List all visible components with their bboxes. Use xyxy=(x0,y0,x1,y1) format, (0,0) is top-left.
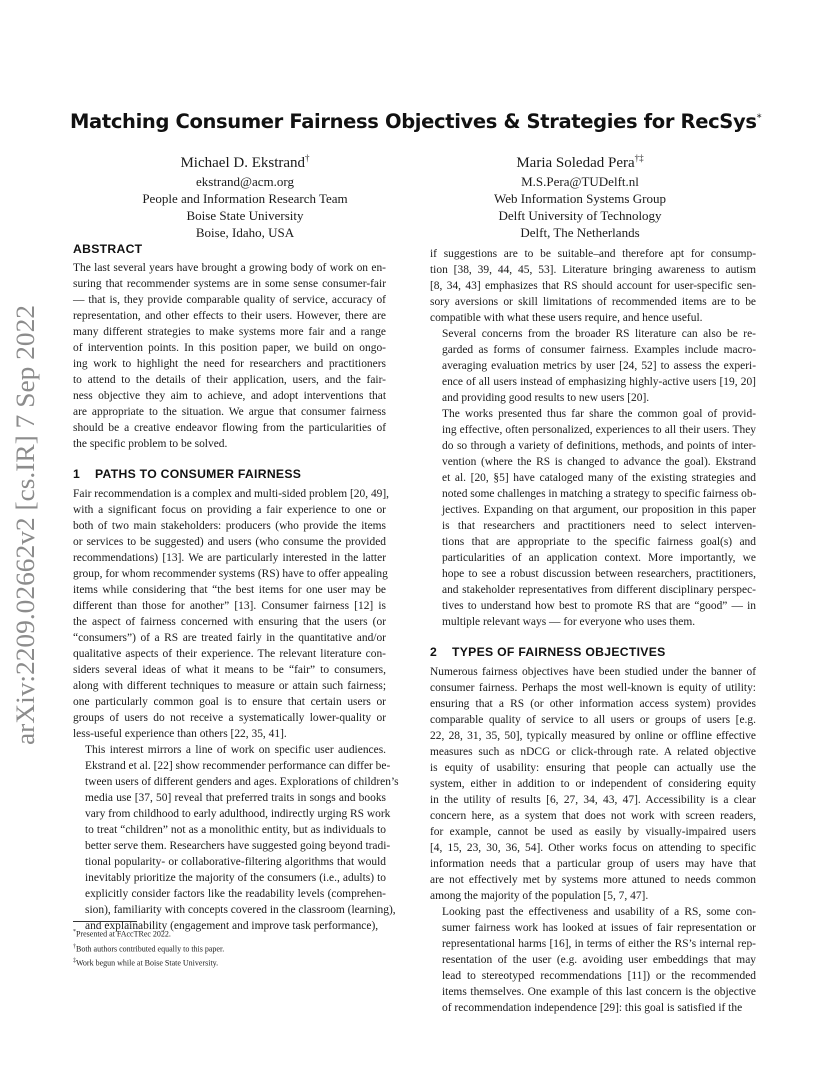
text-line: Ekstrand et al. [22] show recommender performance can differ be- xyxy=(85,760,391,772)
right-paragraph-3 xyxy=(430,406,756,630)
text-line: vary from childhood to early adulthood, indirectly urging RS work xyxy=(85,808,391,820)
footnote-mark: † xyxy=(73,943,76,950)
text-line: This interest mirrors a line of work on specific user audiences. xyxy=(85,744,386,756)
text-line: explicitly consider factors like the readability levels (comprehen- xyxy=(85,888,386,900)
text-line: averaging evaluation metrics by user [24, 52] to assess the experi- xyxy=(442,360,756,372)
text-line: among the majority of the population [5, 7, 47]. xyxy=(430,890,649,902)
section-1-paragraph-1 xyxy=(73,486,390,742)
author-dept: People and Information Research Team xyxy=(142,191,348,206)
text-line: ensuring that a RS (or other information access system) provides xyxy=(430,698,756,710)
text-line: less-useful experience than others [22, 35, 41]. xyxy=(73,728,287,740)
author-location: Delft, The Netherlands xyxy=(520,225,640,240)
text-line: representational harms [16], in terms of either the RS’s internal rep- xyxy=(442,938,756,950)
text-line: tion [38, 39, 44, 45, 53]. Literature bringing awareness to autism xyxy=(430,264,756,276)
abstract-heading: ABSTRACT xyxy=(73,242,143,256)
text-line: consumer fairness. Perhaps the most well-known is equity of utility: xyxy=(430,682,756,694)
text-line: — that is, they provide comparable quality of service, accuracy of xyxy=(73,294,386,306)
text-line: ness objective they aim to achieve, and adopt interventions that xyxy=(73,390,386,402)
arxiv-stamp xyxy=(4,300,44,750)
text-line: in the utility of results [6, 27, 34, 43, 47]. Accessibility is a clear xyxy=(430,794,756,806)
text-line: ence of all users instead of emphasizing highly-active users [19, 20] xyxy=(442,376,756,388)
text-line: Numerous fairness objectives have been studied under the banner of xyxy=(430,666,756,678)
right-column xyxy=(430,246,756,1016)
text-line: Several concerns from the broader RS literature can also be re- xyxy=(442,328,756,340)
text-line: is that researchers and practitioners need to select interven- xyxy=(442,520,756,532)
text-line: sory aversions or skill limitations of recommended items are to be xyxy=(430,296,756,308)
text-line: suring that recommender systems are in some sense consumer-fair xyxy=(73,278,386,290)
author-name xyxy=(110,148,380,173)
text-line: and providing good results to new users [20]. xyxy=(442,392,650,404)
text-line: jectives. Expanding on that argument, our proposition in this paper xyxy=(442,504,756,516)
section-2-paragraph-1 xyxy=(430,664,756,904)
text-line: should be a creative endeavor flowing from the particularities of xyxy=(73,422,386,434)
text-line: inevitably prioritize the majority of the consumers (i.e., adults) to xyxy=(85,872,386,884)
author-name xyxy=(445,148,715,173)
text-line: vention (where the RS is changed to advance the goal). Ekstrand xyxy=(442,456,756,468)
text-line: or services to be suggested) and users (who consume the provided xyxy=(73,536,386,548)
footnote-mark: * xyxy=(73,929,76,935)
text-line: to attend to the details of their application, users, and the fair- xyxy=(73,374,386,386)
text-line: Looking past the effectiveness and usability of a RS, some con- xyxy=(442,906,756,918)
footnote-text: Work begun while at Boise State University. xyxy=(76,958,219,968)
text-line: groups of users do not receive a systematically lower-quality or xyxy=(73,712,386,724)
text-line: noted some challenges in matching a strategy to specific fairness ob- xyxy=(442,488,757,500)
text-line: sumer fairness work has looked at issues of fair representation or xyxy=(442,922,756,934)
text-line: different than those for another” [13]. Consumer fairness [12] is xyxy=(73,600,386,612)
text-line: The last several years have brought a growing body of work on en- xyxy=(73,262,386,274)
footnote-3 xyxy=(73,955,386,970)
section-1-paragraph-2 xyxy=(73,742,399,934)
author-block-2 xyxy=(445,148,715,241)
text-line: media use [37, 50] reveal that preferred traits in songs and books xyxy=(85,792,386,804)
text-line: particularities of an application context. More importantly, we xyxy=(442,552,756,564)
text-line: multiple relevant ways — for everyone who uses them. xyxy=(442,616,696,628)
author-institution: Delft University of Technology xyxy=(498,208,662,223)
title-footnote-mark: * xyxy=(756,112,762,124)
text-line: tween users of different genders and ages. Explorations of children’s xyxy=(85,776,399,788)
section-2-heading xyxy=(430,645,756,659)
author-name-text: Maria Soledad Pera xyxy=(516,155,635,171)
author-footnote-mark: † xyxy=(305,153,310,163)
section-title: TYPES OF FAIRNESS OBJECTIVES xyxy=(452,645,666,659)
paper-title xyxy=(70,110,760,133)
text-line: is equity of usability: ensuring that people can actually use the xyxy=(430,762,756,774)
text-line: to treat “children” not as a monolithic entity, but as individuals to xyxy=(85,824,386,836)
text-line: siders several ideas of what it means to be “fair” to consumers, xyxy=(73,664,386,676)
text-line: compatible with what these users require, and hence useful. xyxy=(430,312,703,324)
right-paragraph-1 xyxy=(430,246,756,326)
footnote-text: Presented at FAccTRec 2022. xyxy=(76,929,171,939)
footnote-1 xyxy=(73,926,386,941)
text-line: Fair recommendation is a complex and multi-sided problem [20, 49], xyxy=(73,488,390,500)
text-line: the specific problem to be solved. xyxy=(73,438,228,450)
text-line: do so through a variety of definitions, methods, and points of inter- xyxy=(442,440,756,452)
text-line: [8, 34, 43] emphasizes that RS should account for user-specific sen- xyxy=(430,280,756,292)
footnote-text: Both authors contributed equally to this paper. xyxy=(76,944,225,954)
author-name-text: Michael D. Ekstrand xyxy=(180,155,306,171)
author-institution: Boise State University xyxy=(186,208,304,223)
text-line: sion), familiarity with concepts covered in the classroom (learning), xyxy=(85,904,396,916)
text-line: group, for whom recommender systems (RS) have to offer appealing xyxy=(73,568,388,580)
text-line: tional popularity- or collaborative-filtering algorithms that would xyxy=(85,856,386,868)
author-footnote-mark: †‡ xyxy=(634,153,644,163)
footnotes xyxy=(73,921,386,970)
author-block-1 xyxy=(110,148,380,241)
left-column xyxy=(73,242,399,934)
text-line: one particularly common goal is to ensure that certain users or xyxy=(73,696,386,708)
text-line: 22, 28, 31, 35, 50], typically measured by online or offline effective xyxy=(430,730,756,742)
text-line: for example, cannot be used as easily by visually-impaired users xyxy=(430,826,756,838)
arxiv-stamp-text: arXiv:2209.02662v2 [cs.IR] 7 Sep 2022 xyxy=(11,327,40,745)
author-dept: Web Information Systems Group xyxy=(494,191,666,206)
text-line: lead to stereotyped recommendations [11]) or the recommended xyxy=(442,970,756,982)
text-line: and explainability (engagement and improve task performance), xyxy=(85,920,379,932)
text-line: are not effectively met by systems more attuned to needs common xyxy=(430,874,756,886)
text-line: recommendations) [13]. We are particularly interested in the latter xyxy=(73,552,386,564)
text-line: information needs that a particular group of users may have that xyxy=(430,858,756,870)
text-line: system, either in addition to or independent of considering equity xyxy=(430,778,756,790)
author-email: ekstrand@acm.org xyxy=(195,174,294,189)
section-1-heading xyxy=(73,467,386,481)
section-number: 1 xyxy=(73,467,81,481)
text-line: with a significant focus on providing a fair experience to one or xyxy=(73,504,386,516)
text-line: are appropriate to the situation. We argue that consumer fairness xyxy=(73,406,386,418)
text-line: of intervention points. In this position paper, we build on ongo- xyxy=(73,342,386,354)
text-line: better serve them. Researchers have suggested going beyond tradi- xyxy=(85,840,391,852)
text-line: items themselves. One example of this last concern is the objective xyxy=(442,986,756,998)
footnote-rule xyxy=(73,921,137,922)
text-line: ing work to highlight the need for researchers and practitioners xyxy=(73,358,386,370)
section-2-paragraph-2 xyxy=(430,904,756,1016)
text-line: concern here, as a system that does not work with screen readers, xyxy=(430,810,756,822)
text-line: measures such as nDCG or click-through rate. A related objective xyxy=(430,746,756,758)
text-line: along with different techniques to measure or attain such fairness; xyxy=(73,680,386,692)
footnote-mark: ‡ xyxy=(73,958,76,965)
text-line: ing effective, often personalized, experiences to all their users. They xyxy=(442,424,756,436)
text-line: of recommendation independence [29]: this goal is satisfied if the xyxy=(442,1002,743,1014)
text-line: comparable quality of service to all users or groups of users [e.g. xyxy=(430,714,756,726)
footnote-2 xyxy=(73,941,386,956)
abstract-paragraph xyxy=(73,260,386,452)
text-line: the aspect of fairness concerned with ensuring that the users (or xyxy=(73,616,386,628)
text-line: if suggestions are to be suitable–and therefore apt for consump- xyxy=(430,248,756,260)
text-line: “consumers”) of a RS are treated fairly in the quantitative and/or xyxy=(73,632,386,644)
paper-title-text: Matching Consumer Fairness Objectives & Strategies for RecSys xyxy=(70,110,757,133)
text-line: [4, 15, 23, 30, 36, 54]. Other works focus on attending to specific xyxy=(430,842,756,854)
text-line: garded as forms of consumer fairness. Examples include macro- xyxy=(442,344,756,356)
text-line: resentation of the user (e.g. avoiding user embeddings that may xyxy=(442,954,756,966)
text-line: et al. [20, §5] have cataloged many of the existing strategies and xyxy=(442,472,756,484)
author-location: Boise, Idaho, USA xyxy=(195,225,295,240)
text-line: and stakeholder representatives from different disciplinary perspec- xyxy=(442,584,756,596)
text-line: items while considering that “the best items for one user may be xyxy=(73,584,386,596)
text-line: many different strategies to make systems more fair and a range xyxy=(73,326,386,338)
text-line: both of two main stakeholders: producers (who provide the items xyxy=(73,520,386,532)
section-title: PATHS TO CONSUMER FAIRNESS xyxy=(95,467,302,481)
author-email: M.S.Pera@TUDelft.nl xyxy=(521,174,639,189)
section-number: 2 xyxy=(430,645,438,659)
text-line: tives to understand how best to promote RS that are “good” — in xyxy=(442,600,756,612)
text-line: qualitative aspects of their experience. The relevant literature con- xyxy=(73,648,386,660)
text-line: hope to see a robust discussion between researchers, practitioners, xyxy=(442,568,756,580)
text-line: tions that are appropriate to the specific fairness goal(s) and xyxy=(442,536,756,548)
text-line: representation, and other effects to their users. However, there are xyxy=(73,310,386,322)
right-paragraph-2 xyxy=(430,326,756,406)
text-line: The works presented thus far share the common goal of provid- xyxy=(442,408,756,420)
